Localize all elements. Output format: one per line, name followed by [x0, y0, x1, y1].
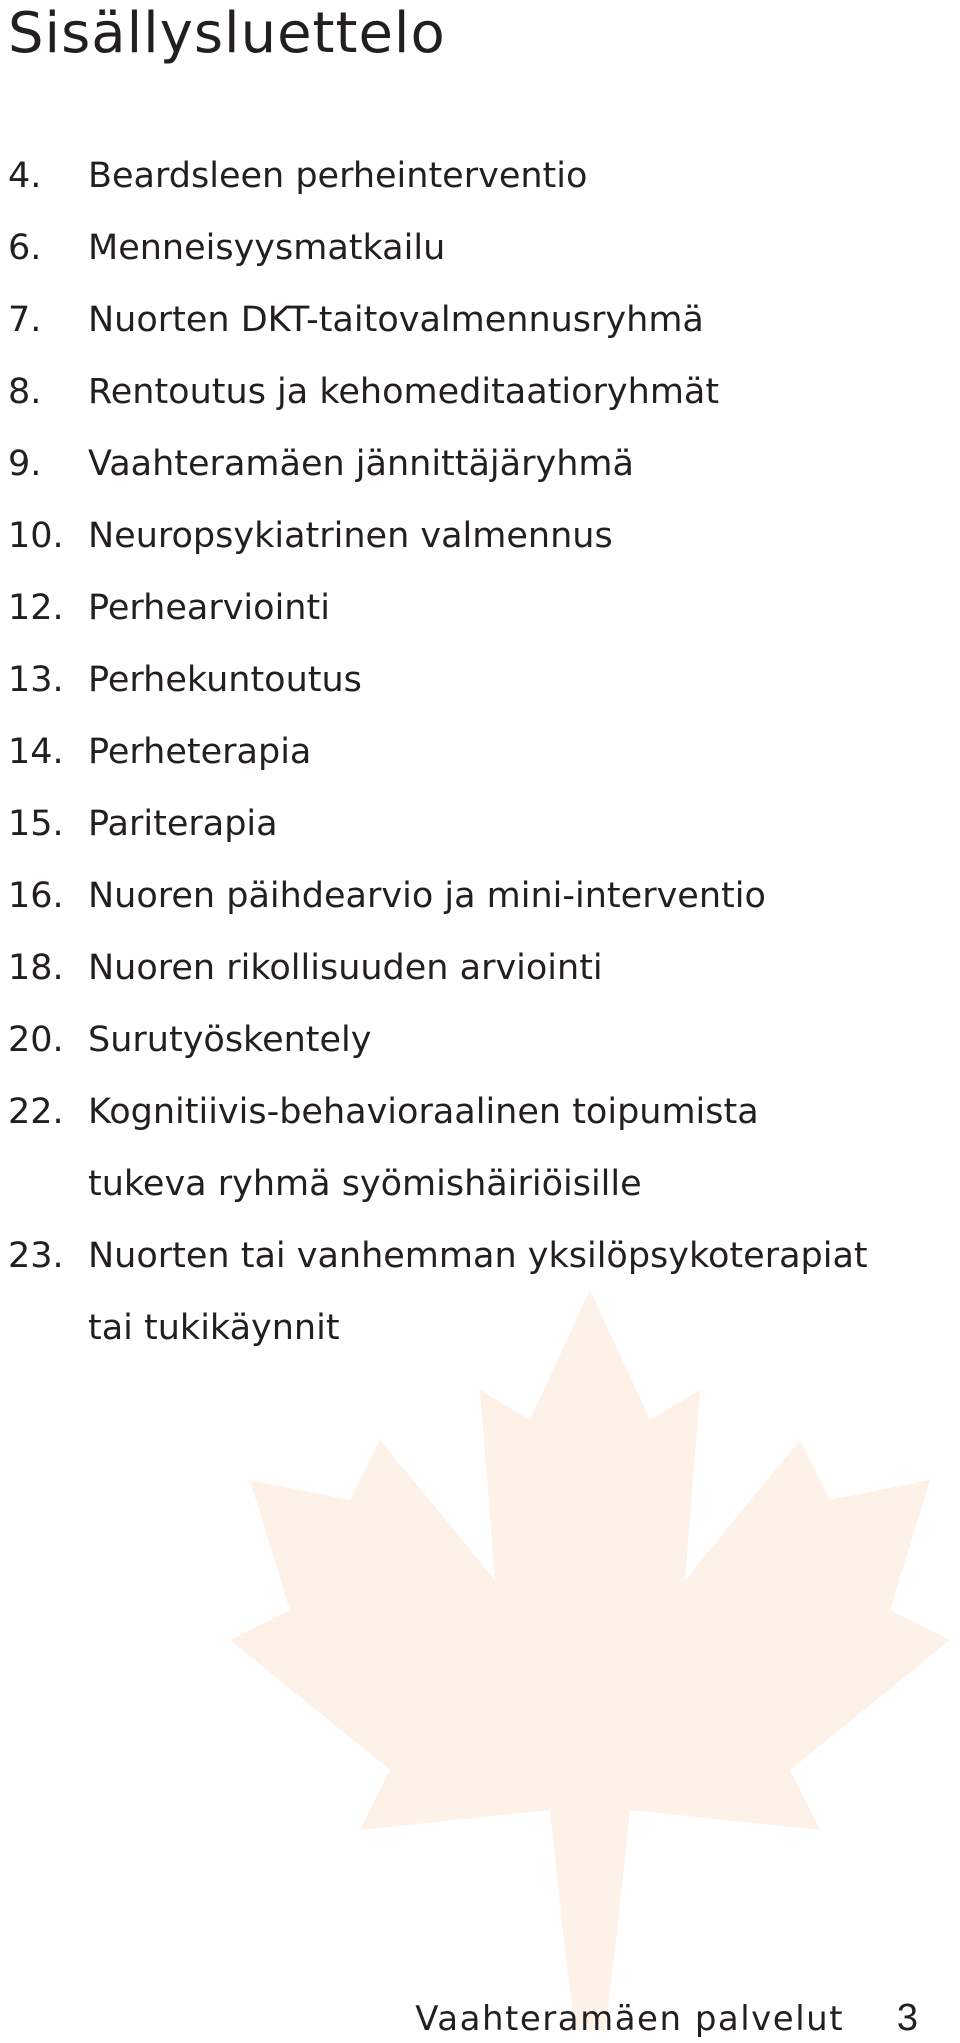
toc-entry-title-line: Pariterapia [88, 804, 278, 844]
toc-entry-title [88, 284, 868, 356]
toc-entry-title-line: Perhekuntoutus [88, 660, 362, 700]
toc-entry[interactable] [0, 500, 868, 572]
toc-entry-title-line: Kognitiivis-behavioraalinen toipumista [88, 1092, 759, 1132]
toc-entry-page-number: 22. [8, 1092, 64, 1132]
toc-entry-title-line: Menneisyysmatkailu [88, 228, 446, 268]
toc-entry-title-line: Neuropsykiatrinen valmennus [88, 516, 613, 556]
toc-entry-title [88, 1004, 868, 1076]
table-of-contents [0, 140, 868, 1364]
toc-entry-title [88, 212, 868, 284]
toc-entry-page-number: 10. [8, 516, 64, 556]
toc-entry[interactable] [0, 1004, 868, 1076]
toc-entry-title [88, 716, 868, 788]
toc-entry-title [88, 860, 868, 932]
page-number: 3 [896, 1997, 918, 2039]
toc-entry-title-line: Rentoutus ja kehomeditaatioryhmät [88, 372, 720, 412]
toc-entry-title-line: Vaahteramäen jännittäjäryhmä [88, 444, 634, 484]
toc-entry[interactable] [0, 356, 868, 428]
toc-entry-title-line: Beardsleen perheinterventio [88, 156, 588, 196]
toc-entry[interactable] [0, 860, 868, 932]
toc-entry-title [88, 1076, 868, 1220]
toc-entry-page-number: 9. [8, 444, 42, 484]
toc-entry-title [88, 788, 868, 860]
toc-entry-title [88, 572, 868, 644]
toc-entry-title [88, 356, 868, 428]
toc-entry-title-line: Nuorten DKT-taitovalmennusryhmä [88, 300, 704, 340]
toc-entry[interactable] [0, 1076, 868, 1220]
page-title: Sisällysluettelo [8, 1, 446, 66]
toc-entry-page-number: 12. [8, 588, 64, 628]
toc-entry-page-number: 18. [8, 948, 64, 988]
toc-entry-title [88, 140, 868, 212]
toc-entry-title [88, 644, 868, 716]
toc-entry-title-line: tukeva ryhmä syömishäiriöisille [88, 1164, 642, 1204]
toc-entry-page-number: 14. [8, 732, 64, 772]
maple-leaf-icon [230, 1250, 950, 2030]
toc-entry-title [88, 932, 868, 1004]
toc-entry-title [88, 500, 868, 572]
toc-entry[interactable] [0, 932, 868, 1004]
toc-entry-title-line: tai tukikäynnit [88, 1308, 340, 1348]
toc-entry-title-line: Nuoren rikollisuuden arviointi [88, 948, 603, 988]
toc-entry-page-number: 8. [8, 372, 42, 412]
toc-entry-title [88, 428, 868, 500]
toc-entry-title-line: Nuorten tai vanhemman yksilöpsykoterapiat [88, 1236, 868, 1276]
toc-entry-title-line: Nuoren päihdearvio ja mini-interventio [88, 876, 766, 916]
toc-entry-page-number: 23. [8, 1236, 64, 1276]
toc-entry-page-number: 4. [8, 156, 42, 196]
toc-entry[interactable] [0, 572, 868, 644]
footer-publication-name: Vaahteramäen palvelut [415, 1999, 845, 2039]
toc-entry-page-number: 6. [8, 228, 42, 268]
toc-entry[interactable] [0, 1220, 868, 1364]
toc-entry[interactable] [0, 284, 868, 356]
toc-entry-page-number: 7. [8, 300, 42, 340]
toc-entry[interactable] [0, 788, 868, 860]
toc-entry[interactable] [0, 716, 868, 788]
toc-entry-page-number: 20. [8, 1020, 64, 1060]
toc-entry-title-line: Perhearviointi [88, 588, 330, 628]
toc-entry-page-number: 15. [8, 804, 64, 844]
toc-entry-title [88, 1220, 868, 1364]
toc-entry[interactable] [0, 140, 868, 212]
toc-entry-title-line: Surutyöskentely [88, 1020, 372, 1060]
toc-entry-title-line: Perheterapia [88, 732, 312, 772]
toc-entry[interactable] [0, 644, 868, 716]
page-footer [415, 1996, 918, 2041]
toc-entry-page-number: 13. [8, 660, 64, 700]
toc-entry[interactable] [0, 212, 868, 284]
toc-entry[interactable] [0, 428, 868, 500]
toc-entry-page-number: 16. [8, 876, 64, 916]
